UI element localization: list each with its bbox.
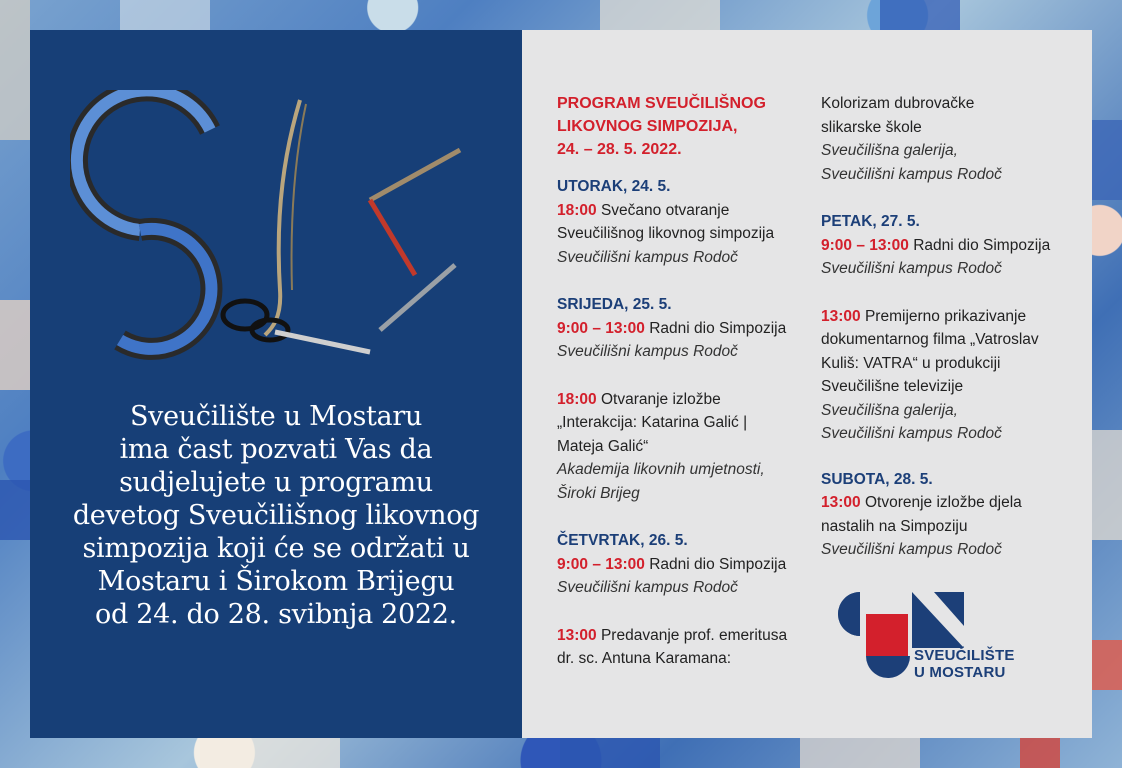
event-text: slikarske škole (821, 118, 922, 136)
invitation-text (50, 400, 502, 631)
event-location: Akademija likovnih umjetnosti, (557, 461, 765, 478)
event-text: Premijerno prikazivanje (864, 307, 1027, 325)
event-line (557, 317, 817, 341)
invitation-line: Sveučilište u Mostaru (129, 401, 423, 432)
sum-logo-line: SVEUČILIŠTE (914, 647, 1015, 664)
event-time: 13:00 (557, 626, 597, 644)
day-heading-srijeda: SRIJEDA, 25. 5. (557, 296, 672, 313)
event-text: Radni dio Simpozija (649, 319, 787, 337)
event-text: Kuliš: VATRA“ u produkciji (821, 354, 1001, 372)
event-text: Radni dio Simpozija (649, 555, 787, 573)
invitation-panel (30, 30, 522, 738)
event-location: Sveučilišni kampus Rodoč (821, 541, 1002, 558)
invitation-line: devetog Sveučilišnog likovnog (72, 500, 480, 531)
event-text: Sveučilišne televizije (821, 378, 964, 395)
event-time: 9:00 – 13:00 (821, 236, 909, 254)
sum-logo-line: U MOSTARU (914, 664, 1006, 681)
event-text: dr. sc. Antuna Karamana: (557, 650, 732, 667)
invitation-line: simpozija koji će se održati u (82, 533, 470, 564)
event-location: Sveučilišna galerija, (821, 401, 958, 419)
sls-symposium-logo (70, 90, 470, 370)
event-text: dokumentarnog filma „Vatroslav (821, 331, 1039, 348)
event-time: 18:00 (557, 201, 597, 219)
program-column-1 (557, 92, 817, 671)
invitation-line: ima čast pozvati Vas da (119, 434, 433, 465)
program-column-2 (821, 92, 1081, 562)
program-title-line: PROGRAM SVEUČILIŠNOG (557, 95, 766, 112)
day-heading-cetvrtak: ČETVRTAK, 26. 5. (557, 532, 688, 549)
event-text: Kolorizam dubrovačke (821, 95, 975, 112)
event-location: Sveučilišni kampus Rodoč (821, 260, 1002, 277)
event-text: „Interakcija: Katarina Galić | (557, 414, 748, 431)
event-location: Sveučilišni kampus Rodoč (821, 165, 1002, 183)
event-text: Radni dio Simpozija (913, 236, 1051, 254)
event-line (557, 388, 817, 412)
event-text: Otvorenje izložbe djela (864, 494, 1022, 511)
event-text: Sveučilišnog likovnog simpozija (557, 225, 775, 242)
program-title (557, 92, 817, 161)
event-text: Mateja Galić“ (557, 437, 649, 455)
sum-logo-text (914, 647, 1015, 681)
program-panel (522, 30, 1092, 738)
event-line (557, 624, 817, 648)
event-text: Otvaranje izložbe (600, 390, 721, 408)
event-line (821, 234, 1081, 258)
event-location: Sveučilišni kampus Rodoč (557, 343, 738, 360)
program-title-line: LIKOVNOG SIMPOZIJA, (557, 118, 738, 135)
event-location: Sveučilišni kampus Rodoč (557, 579, 738, 596)
day-heading-subota: SUBOTA, 28. 5. (821, 470, 933, 488)
event-time: 9:00 – 13:00 (557, 555, 645, 573)
invitation-line: Mostaru i Širokom Brijegu (97, 566, 455, 597)
event-line (821, 305, 1081, 329)
event-location: Sveučilišni kampus Rodoč (557, 248, 738, 266)
invitation-line: od 24. do 28. svibnja 2022. (95, 599, 457, 630)
event-text: Svečano otvaranje (600, 201, 730, 219)
program-title-line: 24. – 28. 5. 2022. (557, 141, 682, 158)
event-text: nastalih na Simpoziju (821, 517, 968, 535)
event-line (557, 199, 817, 223)
invitation-line: sudjelujete u programu (119, 467, 433, 498)
event-line (557, 553, 817, 577)
event-location: Sveučilišna galerija, (821, 142, 958, 159)
day-heading-utorak: UTORAK, 24. 5. (557, 178, 671, 195)
event-location: Sveučilišni kampus Rodoč (821, 425, 1002, 442)
event-time: 9:00 – 13:00 (557, 319, 645, 337)
event-text: Predavanje prof. emeritusa (600, 626, 788, 644)
event-line (821, 491, 1081, 515)
event-location: Široki Brijeg (557, 484, 640, 502)
day-heading-petak: PETAK, 27. 5. (821, 213, 920, 230)
event-time: 18:00 (557, 390, 597, 408)
event-time: 13:00 (821, 494, 861, 511)
event-time: 13:00 (821, 307, 861, 325)
